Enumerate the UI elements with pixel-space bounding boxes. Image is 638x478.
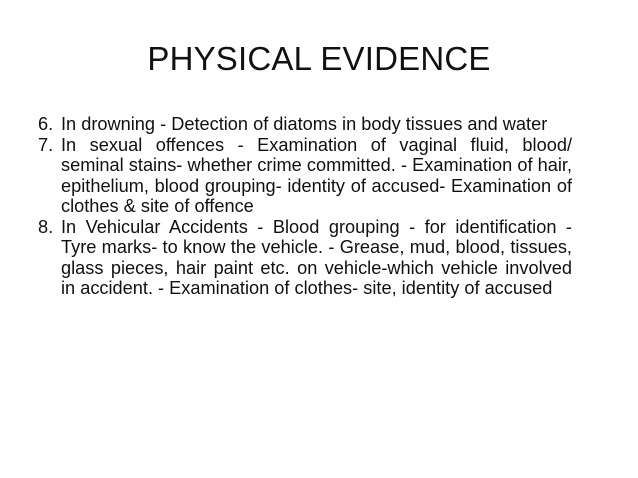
list-item [38,114,572,135]
slide-title: PHYSICAL EVIDENCE [147,40,491,77]
list-item-number: 7. [38,134,54,155]
list-item-text: In Vehicular Accidents - Blood grouping - for identification - Tyre marks- to know the vehicle. - Grease, mud, blood, tissues, glass pieces, hair paint etc. on vehicle-which vehicle involved in accident. - Examination of clothes- site, identity of accused [61,216,572,298]
evidence-list [38,114,572,299]
list-item-number: 6. [38,114,54,134]
list-item [38,217,572,299]
list-item-number: 8. [38,216,54,237]
list-item-text: In sexual offences - Examination of vaginal fluid, blood/ seminal stains- whether crime committed. - Examination of hair, epithelium, blood grouping- identity of accused- Examination of clothes & site of offence [61,134,572,216]
list-item-text: In drowning - Detection of diatoms in body tissues and water [61,114,548,134]
list-item [38,135,572,217]
